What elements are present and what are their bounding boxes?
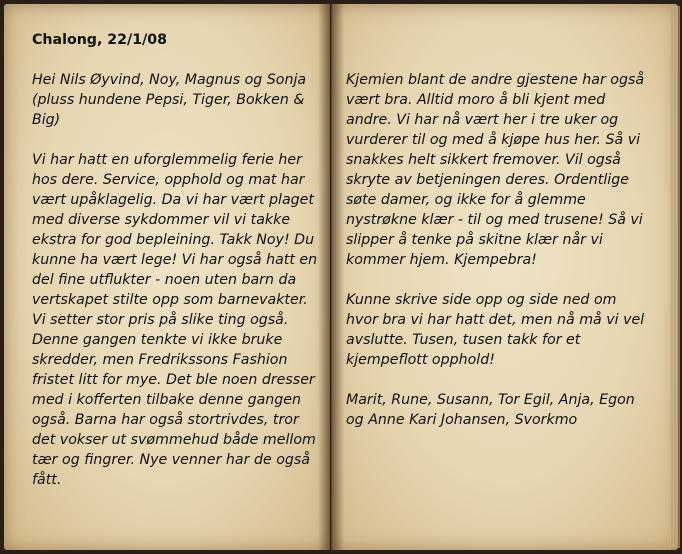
letter-paragraph: Kunne skrive side opp og side ned om hvor bra vi har hatt det, men nå må vi vel avslutte. Tusen, tusen takk for et kjempeflott opphold! — [346, 292, 645, 368]
page-edges — [670, 6, 680, 548]
left-page-text — [32, 30, 318, 510]
letter-paragraph: Vi har hatt en uforglemmelig ferie her hos dere. Service, opphold og mat har vært upåklagelig. Da vi har vært plaget med diverse sykdommer vil vi takke ekstra for god bepleining. Takk Noy! Du kunne ha vært lege! Vi har også hatt en del fine utflukter - noen uten barn da vertskapet stilte opp som barnevakter. Vi setter stor pris på slike ting også. Denne gangen tenkte vi ikke bruke skredder, men Fredrikssons Fashion fristet litt for mye. Det ble noen dresser med i kofferten tilbake denne gangen også. Barna har også stortrivdes, tror det vokser ut svømmehud både mellom tær og fingrer. Nye venner har de også fått. — [32, 152, 318, 488]
letter-paragraph: Kjemien blant de andre gjestene har også vært bra. Alltid moro å bli kjent med andre. Vi har nå vært her i tre uker og vurderer til og med å kjøpe hus her. Så vi snakkes helt sikkert fremover. Vil også skryte av betjeningen deres. Ordentlige søte damer, og ikke for å glemme nystrøkne klær - til og med trusene! Så vi slipper å tenke på skitne klær når vi kommer hjem. Kjempebra! — [346, 72, 645, 268]
book-gutter — [318, 4, 344, 550]
letter-greeting: Hei Nils Øyvind, Noy, Magnus og Sonja (pluss hundene Pepsi, Tiger, Bokken & Big) — [32, 72, 307, 128]
letter-signature: Marit, Rune, Susann, Tor Egil, Anja, Egon og Anne Kari Johansen, Svorkmo — [346, 392, 635, 428]
right-page-text — [346, 70, 646, 450]
letter-heading: Chalong, 22/1/08 — [32, 32, 168, 48]
